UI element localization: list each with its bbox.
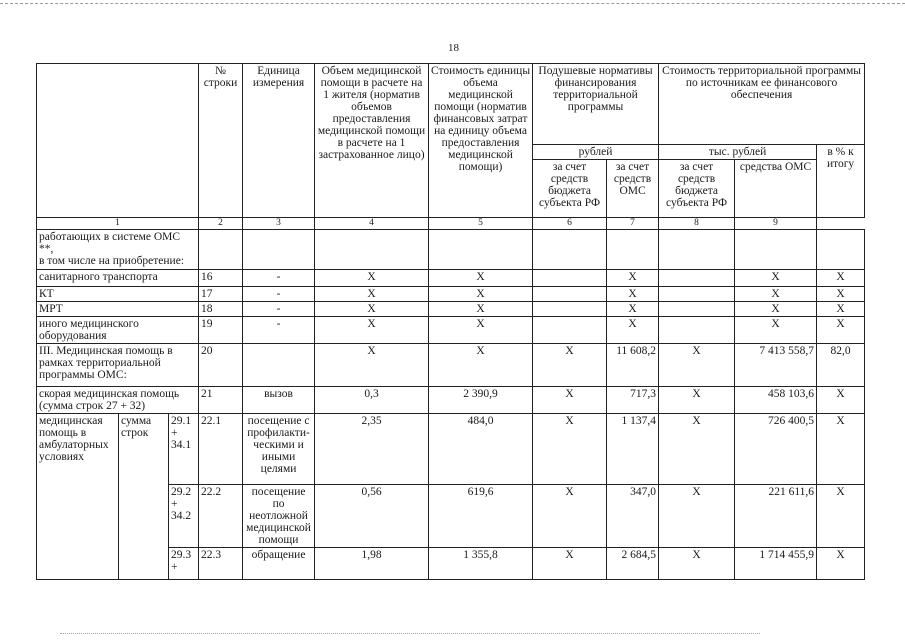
row-number: 17 — [199, 287, 243, 302]
row-unit: - — [243, 287, 315, 302]
col-num-7: 7 — [607, 218, 659, 230]
table-row — [37, 287, 865, 302]
row-number: 21 — [199, 387, 243, 414]
page-number: 18 — [448, 42, 459, 54]
cell-volume: X — [315, 302, 429, 317]
row-unit: посещение по неотложной медицинской помощи — [243, 485, 315, 548]
row-label-lines: 29.1 + 34.1 — [169, 414, 199, 485]
cell-oms-funds: 726 400,5 — [735, 414, 817, 485]
row-label: иного медицинского оборудования — [37, 317, 199, 344]
row-label: скорая медицинская помощь (сумма строк 27 + 32) — [37, 387, 199, 414]
cell-oms: 2 684,5 — [607, 548, 659, 580]
row-label-lines: 29.3 + — [169, 548, 199, 580]
col-num-5: 5 — [429, 218, 533, 230]
cell-oms: X — [607, 270, 659, 287]
cell-cost: X — [429, 270, 533, 287]
cell-oms-funds: 7 413 558,7 — [735, 344, 817, 387]
table-row — [37, 230, 865, 270]
header-blank — [37, 64, 199, 218]
row-number: 19 — [199, 317, 243, 344]
cell-percent: X — [817, 287, 865, 302]
table-row — [37, 270, 865, 287]
col-num-9: 9 — [735, 218, 817, 230]
row-label-line2: в том числе на приобретение: — [39, 255, 185, 267]
header-oms-funds: средства ОМС — [735, 160, 817, 218]
cell-volume: 1,98 — [315, 548, 429, 580]
row-label-outpatient: медицинская помощь в амбулаторных условиях — [37, 414, 119, 580]
row-unit: - — [243, 317, 315, 344]
row-number: 20 — [199, 344, 243, 387]
cell-oms: 347,0 — [607, 485, 659, 548]
cell-percent: X — [817, 548, 865, 580]
row-unit: вызов — [243, 387, 315, 414]
cell-oms: 11 608,2 — [607, 344, 659, 387]
cell-cost: 2 390,9 — [429, 387, 533, 414]
cell-budget: X — [533, 414, 607, 485]
cell-oms: 1 137,4 — [607, 414, 659, 485]
column-number-row — [37, 218, 865, 230]
row-label: МРТ — [37, 302, 199, 317]
table-row — [37, 344, 865, 387]
header-row-1 — [37, 64, 865, 145]
row-number: 16 — [199, 270, 243, 287]
cell-percent: X — [817, 317, 865, 344]
row-unit: посещение с профилакти-ческими и иными целями — [243, 414, 315, 485]
col-num-2: 2 — [199, 218, 243, 230]
cell-volume: X — [315, 317, 429, 344]
cell-oms-funds: X — [735, 302, 817, 317]
row-label: III. Медицинская помощь в рамках территориальной программы ОМС: — [37, 344, 199, 387]
row-label: КТ — [37, 287, 199, 302]
row-unit: - — [243, 302, 315, 317]
header-row-no: № строки — [199, 64, 243, 218]
cell-budget: X — [533, 387, 607, 414]
cell-cost: X — [429, 317, 533, 344]
cell-cost: X — [429, 302, 533, 317]
row-unit: обращение — [243, 548, 315, 580]
cell-oms-funds: X — [735, 270, 817, 287]
cell-percent: X — [817, 387, 865, 414]
cell-budget-2: X — [659, 485, 735, 548]
table-row — [37, 302, 865, 317]
row-label-sum: сумма строк — [119, 414, 169, 580]
cell-oms: X — [607, 317, 659, 344]
col-num-4: 4 — [315, 218, 429, 230]
cell-oms-funds: 458 103,6 — [735, 387, 817, 414]
cell-cost: X — [429, 344, 533, 387]
row-label-line1: работающих в системе ОМС **, — [39, 231, 181, 255]
header-per-capita: Подушевые нормативы финансирования территориальной программы — [533, 64, 659, 145]
header-budget-rf: за счет средств бюджета субъекта РФ — [533, 160, 607, 218]
scan-edge-top — [0, 3, 905, 4]
col-num-8: 8 — [659, 218, 735, 230]
header-percent: в % к итогу — [817, 145, 865, 218]
cell-oms-funds: 1 714 455,9 — [735, 548, 817, 580]
header-cost: Стоимость единицы объема медицинской помощи (норматив финансовых затрат на единицу объема предоставления медицинской помощи) — [429, 64, 533, 218]
cell-cost: X — [429, 287, 533, 302]
row-label — [37, 230, 199, 270]
cell-oms: X — [607, 302, 659, 317]
cell-volume: 2,35 — [315, 414, 429, 485]
scan-edge-bottom — [60, 633, 760, 634]
header-volume: Объем медицинской помощи в расчете на 1 жителя (норматив объемов предоставления медицинской помощи в расчете на 1 застрахованное лицо) — [315, 64, 429, 218]
col-num-1: 1 — [37, 218, 199, 230]
cell-cost: 484,0 — [429, 414, 533, 485]
header-budget-rf-2: за счет средств бюджета субъекта РФ — [659, 160, 735, 218]
cell-percent: X — [817, 302, 865, 317]
financing-table — [36, 63, 865, 580]
table-row — [37, 414, 865, 485]
header-territorial-cost: Стоимость территориальной программы по источникам ее финансового обеспечения — [659, 64, 865, 145]
header-unit: Единица измерения — [243, 64, 315, 218]
cell-oms-funds: X — [735, 317, 817, 344]
cell-budget: X — [533, 548, 607, 580]
cell-volume: X — [315, 270, 429, 287]
col-num-3: 3 — [243, 218, 315, 230]
cell-percent: 82,0 — [817, 344, 865, 387]
cell-volume: 0,56 — [315, 485, 429, 548]
cell-budget: X — [533, 344, 607, 387]
cell-percent: X — [817, 485, 865, 548]
header-rub: рублей — [533, 145, 659, 160]
row-unit: - — [243, 270, 315, 287]
header-oms: за счет средств ОМС — [607, 160, 659, 218]
cell-volume: X — [315, 344, 429, 387]
table-row — [37, 317, 865, 344]
cell-budget-2: X — [659, 344, 735, 387]
cell-oms: 717,3 — [607, 387, 659, 414]
row-label: санитарного транспорта — [37, 270, 199, 287]
cell-volume: X — [315, 287, 429, 302]
cell-budget: X — [533, 485, 607, 548]
cell-volume: 0,3 — [315, 387, 429, 414]
cell-percent: X — [817, 270, 865, 287]
header-thousand-rub: тыс. рублей — [659, 145, 817, 160]
row-label-lines: 29.2 + 34.2 — [169, 485, 199, 548]
row-number: 22.3 — [199, 548, 243, 580]
row-number: 22.1 — [199, 414, 243, 485]
cell-oms: X — [607, 287, 659, 302]
col-num-6: 6 — [533, 218, 607, 230]
cell-cost: 1 355,8 — [429, 548, 533, 580]
cell-budget-2: X — [659, 414, 735, 485]
cell-percent: X — [817, 414, 865, 485]
cell-oms-funds: X — [735, 287, 817, 302]
row-number: 18 — [199, 302, 243, 317]
cell-budget-2: X — [659, 548, 735, 580]
table-row — [37, 387, 865, 414]
cell-cost: 619,6 — [429, 485, 533, 548]
cell-oms-funds: 221 611,6 — [735, 485, 817, 548]
row-number: 22.2 — [199, 485, 243, 548]
cell-budget-2: X — [659, 387, 735, 414]
